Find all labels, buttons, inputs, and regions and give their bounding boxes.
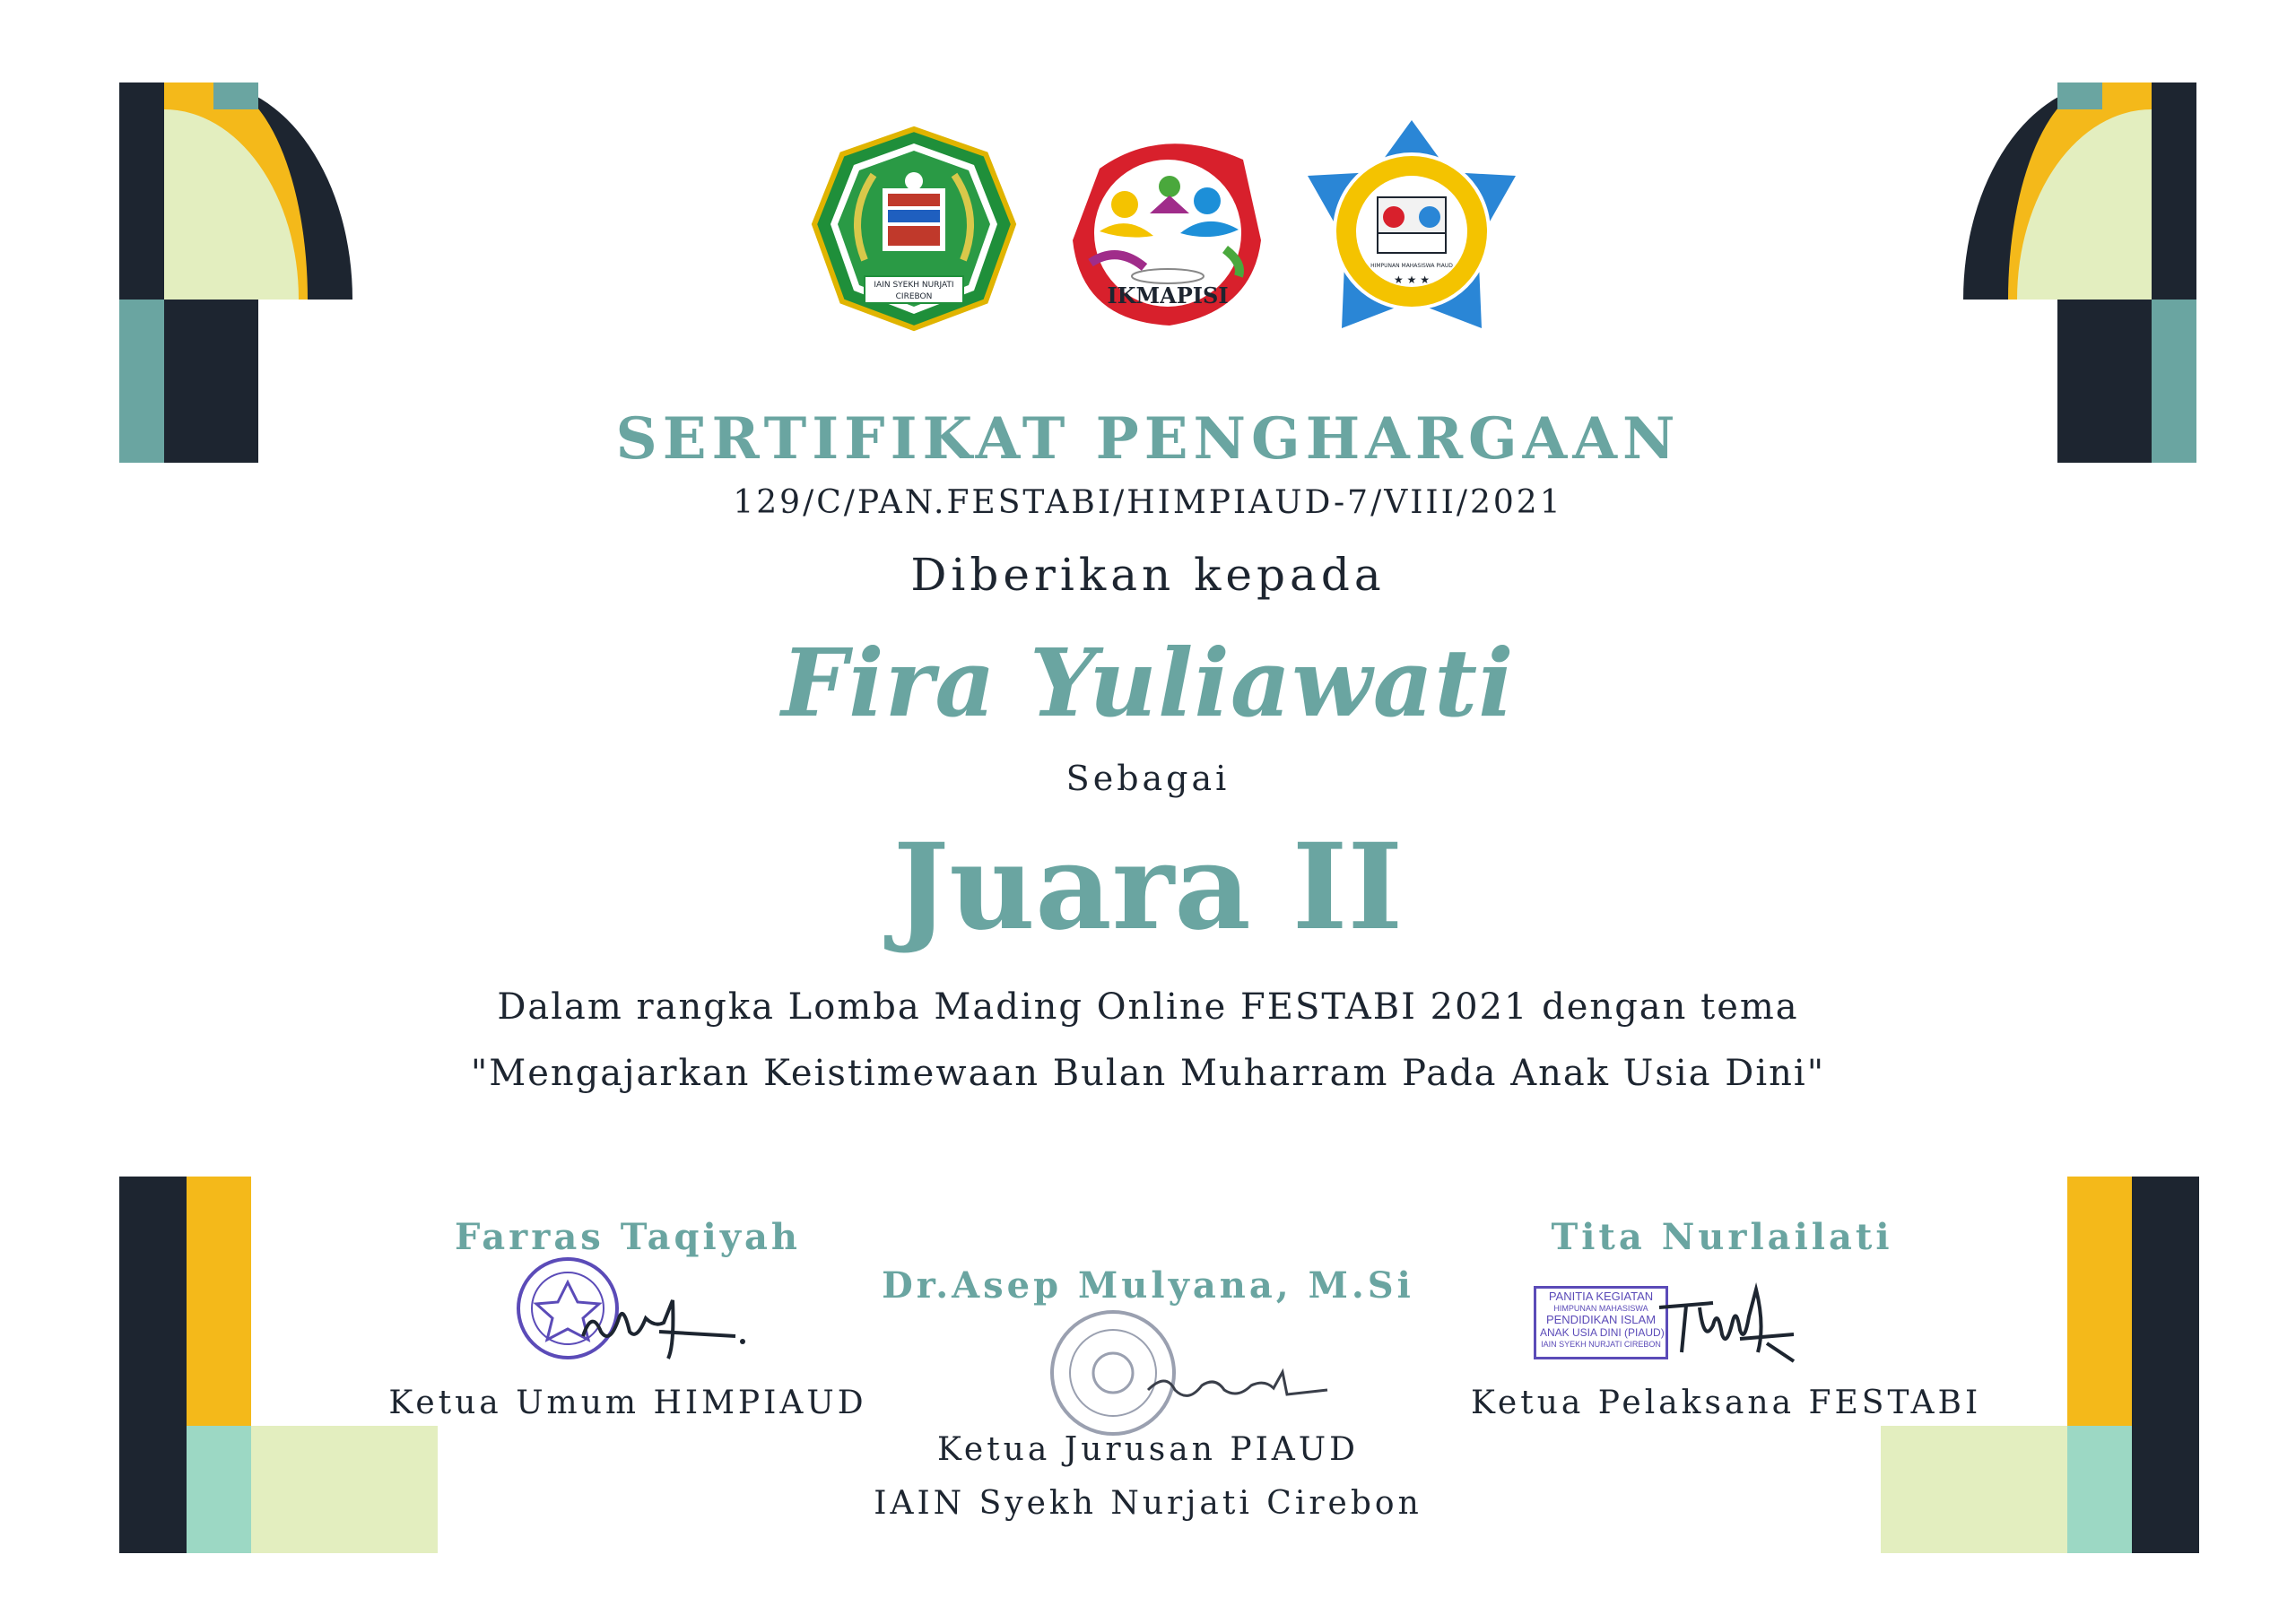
center-signatory-name: Dr.Asep Mulyana, M.Si (882, 1264, 1414, 1307)
center-signatory-role-2: IAIN Syekh Nurjati Cirebon (874, 1485, 1422, 1522)
right-signatory-role: Ketua Pelaksana FESTABI (1471, 1385, 1982, 1421)
right-stamp-line-5: IAIN SYEKH NURJATI CIREBON (1541, 1340, 1661, 1349)
certificate-number: 129/C/PAN.FESTABI/HIMPIAUD-7/VIII/2021 (733, 484, 1563, 521)
description-line-1: Dalam rangka Lomba Mading Online FESTABI 2021 dengan tema (497, 986, 1799, 1028)
right-stamp-line-1: PANITIA KEGIATAN (1548, 1290, 1654, 1303)
right-stamp-line-4: ANAK USIA DINI (PIAUD) (1540, 1326, 1665, 1339)
left-signature (574, 1282, 753, 1363)
as-label: Sebagai (1065, 759, 1231, 798)
ikmapisi-logo (1064, 133, 1272, 332)
certificate-title: SERTIFIKAT PENGHARGAAN (615, 405, 1681, 473)
deco-navy-bar (119, 83, 164, 300)
himpiaud-logo (1302, 117, 1521, 332)
given-to-label: Diberikan kepada (910, 549, 1386, 601)
svg-text:★ ★ ★: ★ ★ ★ (1394, 274, 1430, 286)
description-line-2: "Mengajarkan Keistimewaan Bulan Muharram Pada Anak Usia Dini" (470, 1053, 1826, 1094)
right-signature (1650, 1272, 1803, 1370)
right-stamp (1534, 1286, 1668, 1359)
center-signatory-role-1: Ketua Jurusan PIAUD (936, 1431, 1359, 1468)
right-stamp-line-2: HIMPUNAN MAHASISWA (1553, 1304, 1648, 1313)
iain-syekh-nurjati-logo (811, 126, 1017, 332)
center-signature (1139, 1354, 1336, 1417)
right-stamp-line-3: PENDIDIKAN ISLAM (1545, 1313, 1657, 1326)
iain-logo-caption-bottom: CIREBON (895, 292, 933, 301)
right-signatory-name: Tita Nurlailati (1551, 1216, 1893, 1258)
left-signatory-role: Ketua Umum HIMPIAUD (388, 1385, 867, 1421)
award-rank: Juara II (892, 818, 1404, 957)
ikmapisi-logo-caption: IKMAPISI (1107, 282, 1229, 308)
iain-logo-caption-top: IAIN SYEKH NURJATI (874, 281, 954, 290)
left-signatory-name: Farras Taqiyah (455, 1216, 801, 1258)
himpiaud-logo-caption: HIMPUNAN MAHASISWA PIAUD (1370, 263, 1453, 269)
recipient-name: Fira Yuliawati (781, 628, 1515, 738)
deco-teal-square (213, 83, 258, 109)
